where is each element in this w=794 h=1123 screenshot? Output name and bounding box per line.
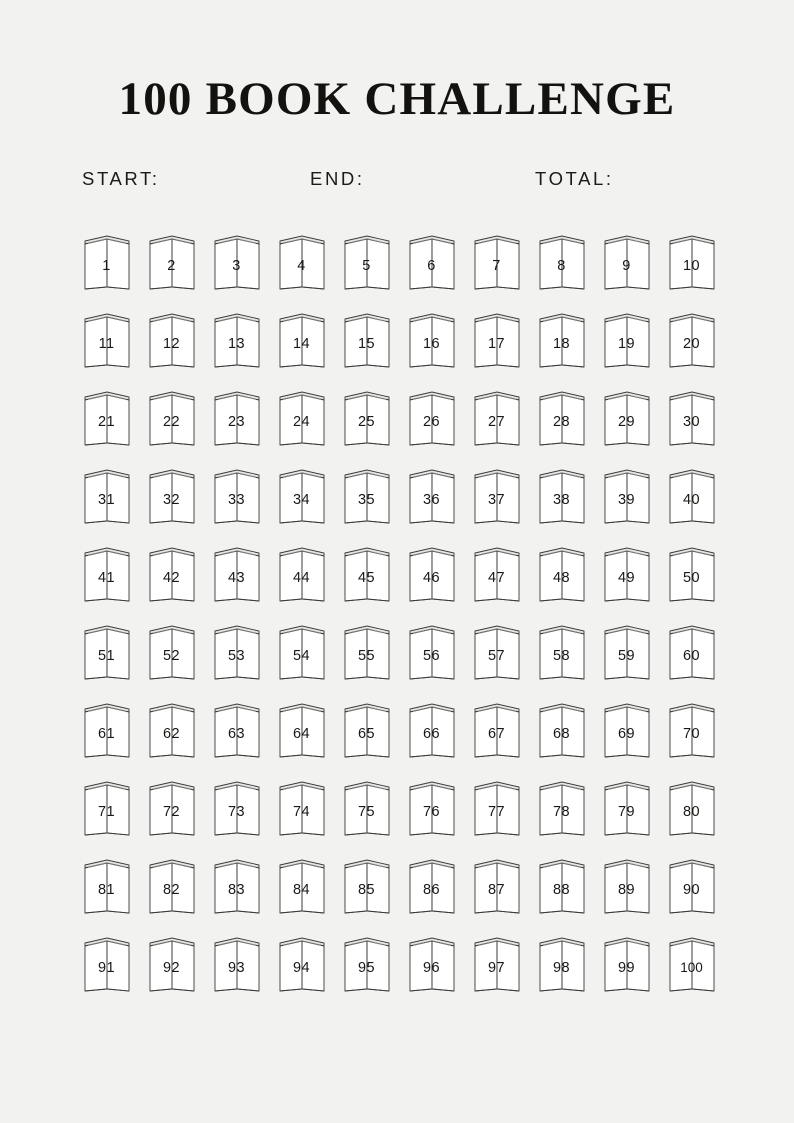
book-number: 61 (98, 725, 115, 742)
book-item-79[interactable] (602, 778, 652, 837)
book-number: 46 (423, 569, 440, 586)
book-number: 48 (553, 569, 570, 586)
book-number: 13 (228, 335, 245, 352)
book-number: 72 (163, 803, 180, 820)
book-number: 52 (163, 647, 180, 664)
book-number: 98 (553, 959, 570, 976)
book-item-24[interactable] (277, 388, 327, 447)
book-item-57[interactable] (472, 622, 522, 681)
book-item-37[interactable] (472, 466, 522, 525)
book-number: 16 (423, 335, 440, 352)
book-item-83[interactable] (212, 856, 262, 915)
book-number: 57 (488, 647, 505, 664)
book-number: 53 (228, 647, 245, 664)
book-item-88[interactable] (537, 856, 587, 915)
book-item-49[interactable] (602, 544, 652, 603)
book-item-14[interactable] (277, 310, 327, 369)
book-item-66[interactable] (407, 700, 457, 759)
book-number: 7 (492, 257, 501, 274)
book-number: 55 (358, 647, 375, 664)
book-item-92[interactable] (147, 934, 197, 993)
book-number: 25 (358, 413, 375, 430)
book-number: 79 (618, 803, 635, 820)
book-item-86[interactable] (407, 856, 457, 915)
book-item-47[interactable] (472, 544, 522, 603)
book-item-19[interactable] (602, 310, 652, 369)
book-number: 84 (293, 881, 310, 898)
book-number: 56 (423, 647, 440, 664)
book-item-23[interactable] (212, 388, 262, 447)
book-number: 95 (358, 959, 375, 976)
book-item-30[interactable] (667, 388, 717, 447)
book-item-95[interactable] (342, 934, 392, 993)
book-item-70[interactable] (667, 700, 717, 759)
book-item-63[interactable] (212, 700, 262, 759)
book-item-50[interactable] (667, 544, 717, 603)
book-number: 34 (293, 491, 310, 508)
book-number: 40 (683, 491, 700, 508)
book-number: 96 (423, 959, 440, 976)
book-number: 21 (98, 413, 115, 430)
book-item-54[interactable] (277, 622, 327, 681)
book-item-91[interactable] (82, 934, 132, 993)
book-item-80[interactable] (667, 778, 717, 837)
book-item-26[interactable] (407, 388, 457, 447)
book-item-61[interactable] (82, 700, 132, 759)
book-item-75[interactable] (342, 778, 392, 837)
book-item-69[interactable] (602, 700, 652, 759)
book-number: 87 (488, 881, 505, 898)
book-number: 35 (358, 491, 375, 508)
book-item-38[interactable] (537, 466, 587, 525)
book-number: 38 (553, 491, 570, 508)
book-number: 54 (293, 647, 310, 664)
book-number: 19 (618, 335, 635, 352)
book-number: 42 (163, 569, 180, 586)
book-number: 37 (488, 491, 505, 508)
book-number: 5 (362, 257, 371, 274)
book-item-99[interactable] (602, 934, 652, 993)
field-label-start: START: (82, 168, 160, 189)
book-item-65[interactable] (342, 700, 392, 759)
book-item-58[interactable] (537, 622, 587, 681)
book-number: 27 (488, 413, 505, 430)
page-title: 100 BOOK CHALLENGE (118, 73, 676, 125)
book-item-64[interactable] (277, 700, 327, 759)
book-item-22[interactable] (147, 388, 197, 447)
book-item-21[interactable] (82, 388, 132, 447)
book-number: 91 (98, 959, 115, 976)
book-item-55[interactable] (342, 622, 392, 681)
book-item-90[interactable] (667, 856, 717, 915)
book-item-96[interactable] (407, 934, 457, 993)
book-item-3[interactable] (212, 232, 262, 291)
book-item-76[interactable] (407, 778, 457, 837)
book-item-42[interactable] (147, 544, 197, 603)
book-number: 99 (618, 959, 635, 976)
book-number: 26 (423, 413, 440, 430)
book-item-59[interactable] (602, 622, 652, 681)
book-item-43[interactable] (212, 544, 262, 603)
book-item-17[interactable] (472, 310, 522, 369)
book-number: 85 (358, 881, 375, 898)
book-number: 65 (358, 725, 375, 742)
book-item-10[interactable] (667, 232, 717, 291)
book-number: 23 (228, 413, 245, 430)
book-item-81[interactable] (82, 856, 132, 915)
book-number: 69 (618, 725, 635, 742)
book-item-45[interactable] (342, 544, 392, 603)
book-number: 67 (488, 725, 505, 742)
book-number: 41 (98, 569, 115, 586)
book-number: 1 (102, 257, 111, 274)
book-number: 3 (232, 257, 241, 274)
book-number: 49 (618, 569, 635, 586)
book-item-41[interactable] (82, 544, 132, 603)
book-number: 9 (622, 257, 631, 274)
book-number: 80 (683, 803, 700, 820)
book-item-98[interactable] (537, 934, 587, 993)
book-item-52[interactable] (147, 622, 197, 681)
book-number: 6 (427, 257, 436, 274)
book-number: 30 (683, 413, 700, 430)
book-number: 76 (423, 803, 440, 820)
book-number: 82 (163, 881, 180, 898)
book-item-97[interactable] (472, 934, 522, 993)
book-number: 44 (293, 569, 310, 586)
book-number: 20 (683, 335, 700, 352)
book-item-20[interactable] (667, 310, 717, 369)
book-item-89[interactable] (602, 856, 652, 915)
book-number: 73 (228, 803, 245, 820)
book-item-51[interactable] (82, 622, 132, 681)
book-item-78[interactable] (537, 778, 587, 837)
book-number: 22 (163, 413, 180, 430)
book-item-84[interactable] (277, 856, 327, 915)
book-number: 63 (228, 725, 245, 742)
book-number: 60 (683, 647, 700, 664)
book-item-11[interactable] (82, 310, 132, 369)
book-number: 15 (358, 335, 375, 352)
book-item-7[interactable] (472, 232, 522, 291)
book-item-5[interactable] (342, 232, 392, 291)
book-item-15[interactable] (342, 310, 392, 369)
book-item-93[interactable] (212, 934, 262, 993)
book-item-34[interactable] (277, 466, 327, 525)
tracker-fields (82, 168, 712, 190)
book-item-68[interactable] (537, 700, 587, 759)
book-number: 31 (98, 491, 115, 508)
book-number: 71 (98, 803, 115, 820)
book-number: 12 (163, 335, 180, 352)
book-item-6[interactable] (407, 232, 457, 291)
book-item-29[interactable] (602, 388, 652, 447)
book-item-1[interactable] (82, 232, 132, 291)
book-item-100[interactable] (667, 934, 717, 993)
book-item-73[interactable] (212, 778, 262, 837)
book-item-62[interactable] (147, 700, 197, 759)
book-item-2[interactable] (147, 232, 197, 291)
book-item-9[interactable] (602, 232, 652, 291)
book-item-71[interactable] (82, 778, 132, 837)
book-number: 66 (423, 725, 440, 742)
book-number: 92 (163, 959, 180, 976)
book-number: 18 (553, 335, 570, 352)
book-number: 10 (683, 257, 700, 274)
book-item-36[interactable] (407, 466, 457, 525)
book-item-39[interactable] (602, 466, 652, 525)
book-number: 93 (228, 959, 245, 976)
book-number: 47 (488, 569, 505, 586)
book-number: 4 (297, 257, 306, 274)
book-number: 59 (618, 647, 635, 664)
book-number: 64 (293, 725, 310, 742)
book-item-40[interactable] (667, 466, 717, 525)
book-number: 81 (98, 881, 115, 898)
book-item-33[interactable] (212, 466, 262, 525)
book-item-18[interactable] (537, 310, 587, 369)
book-number: 36 (423, 491, 440, 508)
book-number: 89 (618, 881, 635, 898)
book-number: 11 (98, 335, 115, 352)
book-number: 14 (293, 335, 310, 352)
book-item-32[interactable] (147, 466, 197, 525)
book-item-94[interactable] (277, 934, 327, 993)
book-number: 51 (98, 647, 115, 664)
book-item-12[interactable] (147, 310, 197, 369)
book-item-56[interactable] (407, 622, 457, 681)
book-item-74[interactable] (277, 778, 327, 837)
book-item-46[interactable] (407, 544, 457, 603)
book-item-72[interactable] (147, 778, 197, 837)
book-item-8[interactable] (537, 232, 587, 291)
book-item-31[interactable] (82, 466, 132, 525)
book-number: 32 (163, 491, 180, 508)
book-number: 45 (358, 569, 375, 586)
book-item-53[interactable] (212, 622, 262, 681)
book-number: 90 (683, 881, 700, 898)
book-item-87[interactable] (472, 856, 522, 915)
book-number: 68 (553, 725, 570, 742)
book-number: 97 (488, 959, 505, 976)
book-number: 75 (358, 803, 375, 820)
book-number: 39 (618, 491, 635, 508)
book-item-48[interactable] (537, 544, 587, 603)
book-number: 77 (488, 803, 505, 820)
book-number: 58 (553, 647, 570, 664)
book-item-25[interactable] (342, 388, 392, 447)
book-number: 88 (553, 881, 570, 898)
book-number: 24 (293, 413, 310, 430)
book-item-28[interactable] (537, 388, 587, 447)
book-number: 2 (167, 257, 176, 274)
book-item-44[interactable] (277, 544, 327, 603)
book-number: 62 (163, 725, 180, 742)
book-number: 70 (683, 725, 700, 742)
book-number: 94 (293, 959, 310, 976)
field-label-end: END: (310, 168, 365, 189)
book-item-35[interactable] (342, 466, 392, 525)
book-item-85[interactable] (342, 856, 392, 915)
book-item-27[interactable] (472, 388, 522, 447)
book-item-16[interactable] (407, 310, 457, 369)
book-grid (74, 232, 724, 993)
field-label-total: TOTAL: (535, 168, 614, 189)
book-number: 78 (553, 803, 570, 820)
book-item-13[interactable] (212, 310, 262, 369)
book-number: 83 (228, 881, 245, 898)
book-number: 17 (488, 335, 505, 352)
book-number: 28 (553, 413, 570, 430)
book-number: 100 (680, 960, 703, 975)
book-item-60[interactable] (667, 622, 717, 681)
book-number: 86 (423, 881, 440, 898)
book-number: 50 (683, 569, 700, 586)
book-number: 33 (228, 491, 245, 508)
book-item-4[interactable] (277, 232, 327, 291)
book-number: 74 (293, 803, 310, 820)
book-number: 43 (228, 569, 245, 586)
book-item-67[interactable] (472, 700, 522, 759)
book-number: 8 (557, 257, 566, 274)
book-item-82[interactable] (147, 856, 197, 915)
book-number: 29 (618, 413, 635, 430)
book-item-77[interactable] (472, 778, 522, 837)
